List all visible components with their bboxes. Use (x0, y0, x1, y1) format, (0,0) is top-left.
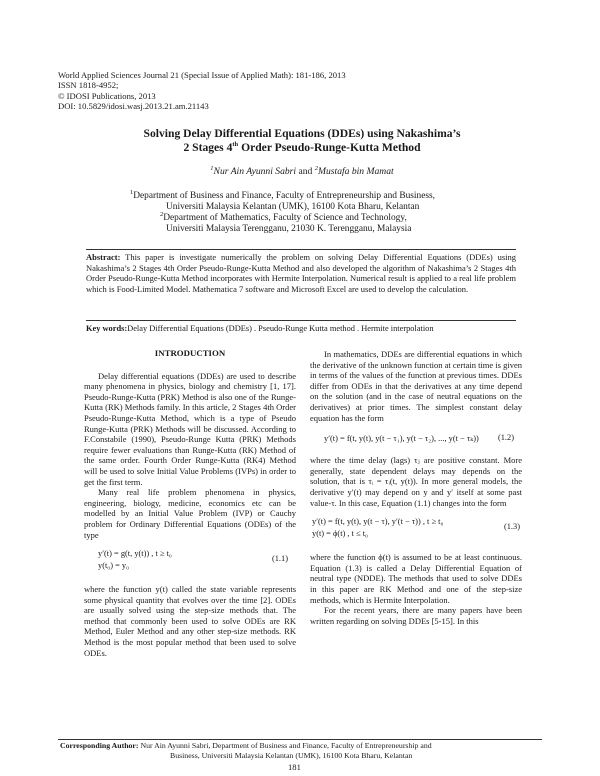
page-number: 181 (288, 762, 301, 772)
aff2-sup: 2 (160, 210, 164, 218)
abstract (86, 252, 516, 294)
abstract-label: Abstract: (86, 252, 121, 262)
affiliation-2-line-1 (130, 210, 550, 224)
equation-1-1-body (98, 548, 172, 572)
author-1: Nur Ain Ayunni Sabri (213, 166, 297, 177)
equation-1-3 (310, 514, 522, 548)
left-column (84, 348, 296, 658)
footer-line-1 (60, 741, 540, 751)
affiliation-1-line-1 (130, 188, 550, 202)
doi: DOI: 10.5829/idosi.wasj.2013.21.am.21143 (58, 101, 209, 112)
right-paragraph-2: where the time delay (lags) τⱼ are positive constant. More generally, state dependent delays may depends on the solution, that is τᵢ = τᵢ(t, y(t)). In more general models, the derivative y′(t) may depend on y and y′ itself at some past value-τ. In this case, Equation (1.1) changes into the form (310, 455, 522, 508)
equation-1-2 (310, 429, 522, 451)
intro-paragraph-1: Delay differential equations (DDEs) are used to describe many phenomena in physics, biology and chemistry [1, 17]. Pseudo-Runge-Kutta (PRK) Method is also one of the Runge-Kutta (RK) Methods family. In this article, 2 Stages 4th Order Pseudo-Runge-Kutta Method, which is a type of Pseudo Runge-Kutta (PRK) Methods will be discussed. According to F.Constabile (1990), Pseudo-Runge Kutta (PRK) Methods require fewer evaluations than Runge-Kutta (RK) Method of the same order. Fourth Order Runge-Kutta (RK4) Method will be used to solve Initial Value Problems (IVPs) in order to get the first term. (84, 370, 296, 487)
equation-1-1-line-1: y′(t) = g(t, y(t)) , t ≥ t₀ (98, 549, 172, 559)
right-paragraph-3: where the function ϕ(t) is assumed to be at least continuous. Equation (1.3) is called a Delay Differential Equation of neutral type (NDDE). The methods that used to solve DDEs in this paper are RK Method and one of the step-size methods, which is Hermite Interpolation. (310, 552, 522, 605)
journal-header (58, 70, 346, 112)
equation-1-3-line-1: y′(t) = f(t, y(t), y(t − τ), y′(t − τ)) , t ≥ t₀ (312, 517, 444, 527)
intro-paragraph-3: where the function y(t) called the state variable represents some physical quantity that evolves over the time [2]. ODEs are usually solved using the step-size methods that. The method that commonly been used to solve ODEs are RK Method, Euler Method and any other step-size methods. RK Method is the most popular method that been used to solve ODEs. (84, 584, 296, 658)
equation-1-3-line-2: y(t) = ϕ(t) , t ≤ t₀ (312, 529, 368, 539)
abstract-text: This paper is investigate numerically the problem on solving Delay Differential Equations (DDEs) using Nakashima’s 2 Stages 4th Order Pseudo-Runge-Kutta Method and also developed the algorithm of Nakashima’s 2 Stages 4th Order Pseudo-Runge-Kutta Method incorporates with Hermite Interpolation. Numerical result is applied to a real life problem which is Food-Limited Model. Mathematica 7 software and Microsoft Excel are used to develop the calculation. (86, 252, 516, 294)
affiliation-2-line-2: Universiti Malaysia Terengganu, 21030 K. Terengganu, Malaysia (166, 224, 412, 234)
equation-1-2-body: y′(t) = f(t, y(t), y(t − τ₁), y(t − τ₂), ..., y(t − τₖ)) (324, 434, 479, 444)
copyright: © IDOSI Publications, 2013 (58, 90, 156, 101)
equation-1-2-number: (1.2) (497, 433, 514, 443)
keywords-text: Delay Differential Equations (DDEs) . Pseudo-Runge Kutta method . Hermite interpolation (127, 324, 434, 333)
title-line-1: Solving Delay Differential Equations (DDEs) using Nakashima’s (143, 127, 461, 140)
equation-1-3-body (312, 516, 443, 540)
title-line-2-sup: th (232, 141, 239, 149)
author-list (60, 166, 544, 177)
right-column (310, 349, 522, 626)
author-2-sup: 2 (314, 164, 318, 172)
right-paragraph-1: In mathematics, DDEs are differential equations in which the derivative of the unknown function at certain time is given in terms of the values of the function at previous times. DDEs differ from ODEs in that the derivatives at any time depend on the solution (and in the case of neutral equations on the derivatives) at prior times. The simplest constant delay equation has the form (310, 349, 522, 423)
author-1-sup: 1 (210, 164, 214, 172)
aff1-sup: 1 (130, 188, 134, 196)
title-line-2 (60, 141, 544, 155)
author-2: Mustafa bin Mamat (318, 166, 394, 177)
equation-1-1-line-2: y(t₀) = y₀ (98, 561, 130, 571)
issn: ISSN 1818-4952; (58, 80, 119, 91)
footer-line-2: Business, Universiti Malaysia Kelantan (UMK), 16100 Kota Bharu, Kelantan (170, 750, 413, 760)
affiliation-1-line-2: Universiti Malaysia Kelantan (UMK), 16100 Kota Bharu, Kelantan (166, 202, 420, 212)
paper-title (60, 127, 544, 155)
corresponding-author (60, 741, 540, 760)
author-and: and (296, 166, 315, 177)
intro-paragraph-2: Many real life problem phenomena in physics, engineering, biology, medicine, economics etc can be modelled by an Initial Value Problem (IVP) or Cauchy problem for Ordinary Differential Equations (ODEs) of the type (84, 487, 296, 540)
keywords (86, 324, 516, 334)
aff1-line1-text: Department of Business and Finance, Faculty of Entrepreneurship and Business, (133, 191, 436, 201)
abstract-top-rule (86, 249, 516, 250)
title-line-2-pre: 2 Stages 4 (183, 141, 233, 154)
right-paragraph-4: For the recent years, there are many papers have been written regarding on solving DDEs [5-15]. In this (310, 605, 522, 626)
equation-1-3-number: (1.3) (503, 522, 520, 532)
title-line-2-post: Order Pseudo-Runge-Kutta Method (238, 141, 421, 154)
affiliations (130, 188, 550, 235)
journal-citation: World Applied Sciences Journal 21 (Special Issue of Applied Math): 181-186, 2013 (58, 70, 346, 80)
equation-1-1-number: (1.1) (271, 554, 288, 564)
keywords-label: Key words: (86, 324, 128, 333)
abstract-bottom-rule (86, 320, 516, 321)
footer-rule (58, 739, 542, 740)
section-title-introduction: INTRODUCTION (154, 348, 226, 358)
aff2-line1-text: Department of Mathematics, Faculty of Science and Technology, (163, 213, 407, 223)
footer-label: Corresponding Author: (60, 741, 139, 750)
footer-line-1-text: Nur Ain Ayunni Sabri, Department of Business and Finance, Faculty of Entrepreneurship and (138, 741, 432, 750)
equation-1-1 (84, 546, 296, 580)
